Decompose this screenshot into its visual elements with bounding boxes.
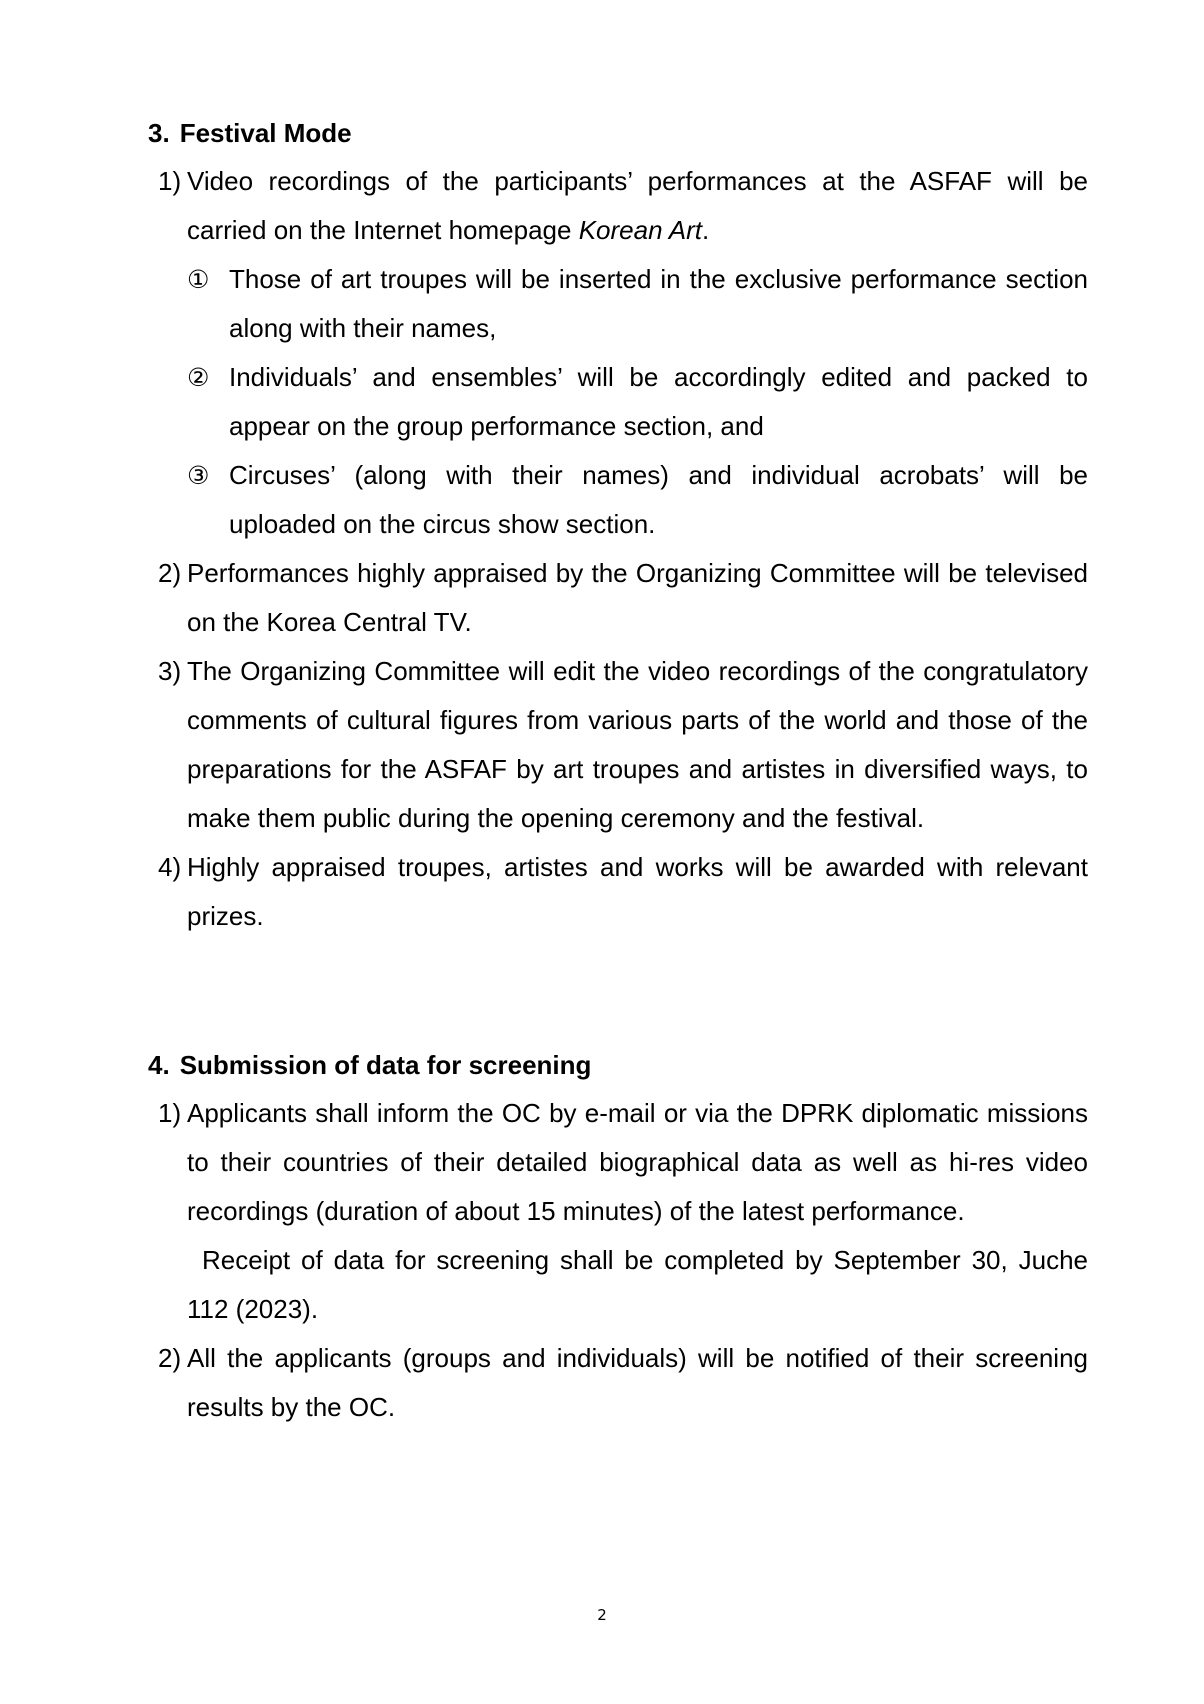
- list-item-text: Applicants shall inform the OC by e-mail or via the DPRK diplomatic missions to their countries of their detailed biographical data as well as hi-res video recordings (duration of about 15 minutes) of the latest performance.: [187, 1098, 1088, 1226]
- homepage-name: Korean Art: [578, 215, 703, 245]
- section-title: Festival Mode: [179, 118, 352, 148]
- section-heading: [148, 1048, 1088, 1082]
- section-title: Submission of data for screening: [179, 1050, 592, 1080]
- list-item: [148, 1089, 1088, 1236]
- list-marker: 2): [158, 1343, 182, 1373]
- circled-marker: ①: [187, 265, 210, 294]
- list-item-text: All the applicants (groups and individuals) will be notified of their screening results by the OC.: [187, 1343, 1088, 1422]
- section-heading: [148, 116, 1088, 150]
- circled-marker: ②: [187, 363, 210, 392]
- list-item-text: Video recordings of the participants’ performances at the ASFAF will be carried on the Internet homepage: [187, 166, 1088, 245]
- section-festival-mode: [148, 116, 1088, 941]
- sub-list-item-text: Individuals’ and ensembles’ will be accordingly edited and packed to appear on the group performance section, and: [229, 362, 1088, 441]
- list-marker: 1): [158, 166, 182, 196]
- list-marker: 3): [158, 656, 182, 686]
- page-number: 2: [597, 1606, 607, 1624]
- sub-list-item: [148, 451, 1088, 549]
- section-submission: [148, 1048, 1088, 1432]
- list-item: [148, 647, 1088, 843]
- sub-list-item: [148, 353, 1088, 451]
- list-item: [148, 549, 1088, 647]
- list-item-text-end: .: [702, 215, 710, 245]
- sub-list-item-text: Those of art troupes will be inserted in the exclusive performance section along with their names,: [229, 264, 1088, 343]
- list-item-text: Performances highly appraised by the Organizing Committee will be televised on the Korea Central TV.: [187, 558, 1088, 637]
- list-item-paragraph: Receipt of data for screening shall be completed by September 30, Juche 112 (2023).: [187, 1245, 1088, 1324]
- list-marker: 1): [158, 1098, 182, 1128]
- list-item-text: Highly appraised troupes, artistes and works will be awarded with relevant prizes.: [187, 852, 1088, 931]
- list-item: [148, 157, 1088, 255]
- list-marker: 2): [158, 558, 182, 588]
- list-marker: 4): [158, 852, 182, 882]
- list-item-text: The Organizing Committee will edit the video recordings of the congratulatory comments of cultural figures from various parts of the world and those of the preparations for the ASFAF by art troupes and artistes in diversified ways, to make them public during the opening ceremony and the festival.: [187, 656, 1088, 833]
- sub-list-item-text: Circuses’ (along with their names) and individual acrobats’ will be uploaded on the circus show section.: [229, 460, 1088, 539]
- section-number: 3.: [148, 118, 170, 148]
- section-number: 4.: [148, 1050, 170, 1080]
- list-item: [148, 843, 1088, 941]
- sub-list-item: [148, 255, 1088, 353]
- circled-marker: ③: [187, 461, 210, 490]
- list-item: [148, 1334, 1088, 1432]
